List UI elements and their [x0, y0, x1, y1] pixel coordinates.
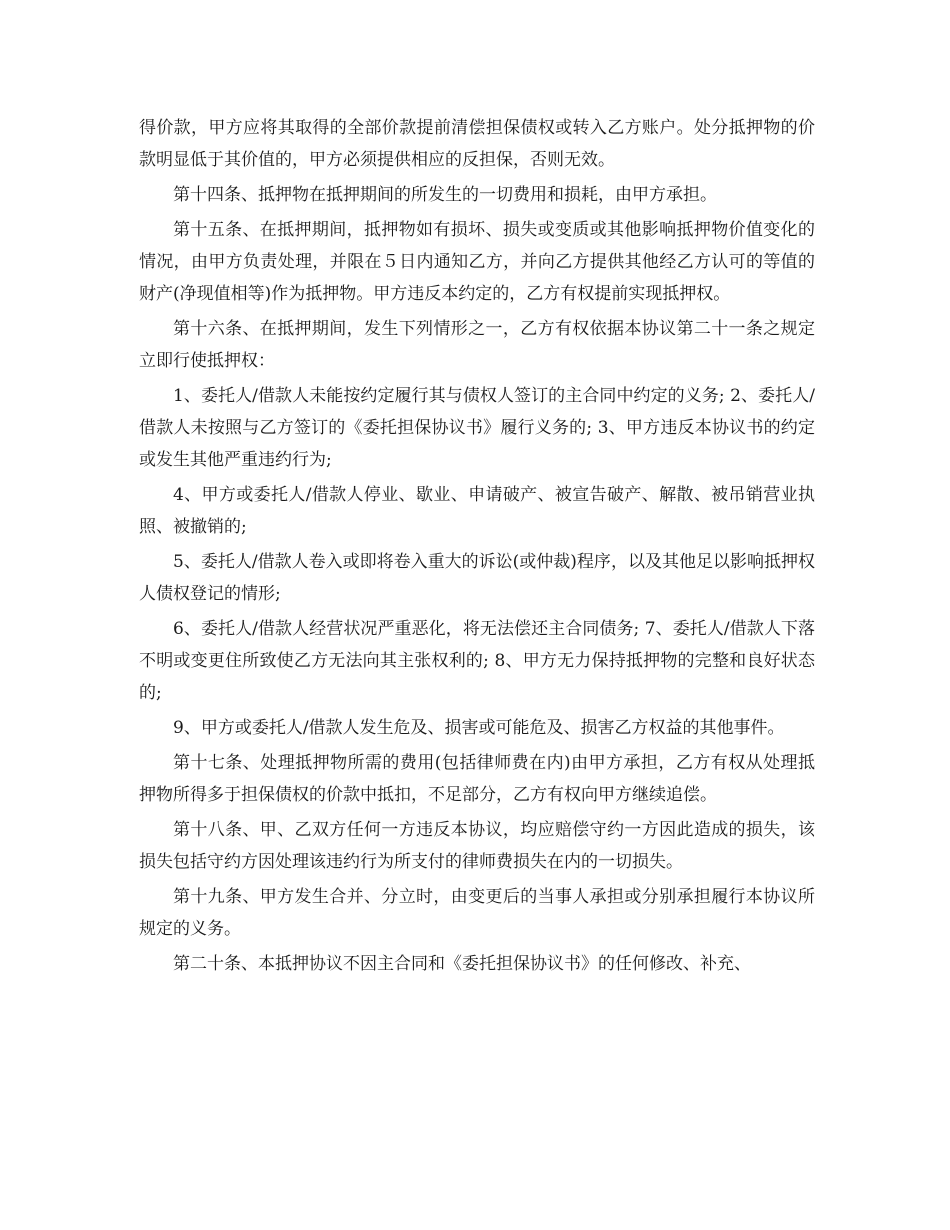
paragraph-article-20: 第二十条、本抵押协议不因主合同和《委托担保协议书》的任何修改、补充、: [173, 954, 751, 974]
paragraph-item-4: 4、甲方或委托人/借款人停业、歇业、申请破产、被宣告破产、解散、被吊销营业执照、被撤销的;: [139, 485, 815, 537]
paragraph-item-5: 5、委托人/借款人卷入或即将卷入重大的诉讼(或仲裁)程序，以及其他足以影响抵押权人债权登记的情形;: [139, 552, 815, 604]
paragraph-article-17: 第十七条、处理抵押物所需的费用(包括律师费在内)由甲方承担，乙方有权从处理抵押物所得多于担保债权的价款中抵扣，不足部分，乙方有权向甲方继续追偿。: [139, 753, 815, 805]
paragraph-item-1-3: 1、委托人/借款人未能按约定履行其与债权人签订的主合同中约定的义务; 2、委托人/借款人未按照与乙方签订的《委托担保协议书》履行义务的; 3、甲方违反本协议书的约定或发生其他严重违约行为;: [139, 386, 815, 470]
paragraph-article-14: 第十四条、抵押物在抵押期间的所发生的一切费用和损耗，由甲方承担。: [173, 185, 717, 205]
paragraph-continuation: 得价款，甲方应将其取得的全部价款提前清偿担保债权或转入乙方账户。处分抵押物的价款明显低于其价值的，甲方必须提供相应的反担保，否则无效。: [139, 118, 815, 170]
paragraph-item-6-8: 6、委托人/借款人经营状况严重恶化，将无法偿还主合同债务; 7、委托人/借款人下落不明或变更住所致使乙方无法向其主张权利的; 8、甲方无力保持抵押物的完整和良好状态的;: [139, 619, 815, 703]
paragraph-article-19: 第十九条、甲方发生合并、分立时，由变更后的当事人承担或分别承担履行本协议所规定的义务。: [139, 887, 815, 939]
paragraph-article-16: 第十六条、在抵押期间，发生下列情形之一，乙方有权依据本协议第二十一条之规定立即行使抵押权：: [139, 319, 815, 371]
document-page: [139, 112, 815, 983]
paragraph-article-15: 第十五条、在抵押期间，抵押物如有损坏、损失或变质或其他影响抵押物价值变化的情况，由甲方负责处理，并限在５日内通知乙方，并向乙方提供其他经乙方认可的等值的财产(净现值相等)作为抵押物。甲方违反本约定的，乙方有权提前实现抵押权。: [139, 220, 815, 304]
paragraph-article-18: 第十八条、甲、乙双方任何一方违反本协议，均应赔偿守约一方因此造成的损失，该损失包括守约方因处理该违约行为所支付的律师费损失在内的一切损失。: [139, 820, 815, 872]
paragraph-item-9: 9、甲方或委托人/借款人发生危及、损害或可能危及、损害乙方权益的其他事件。: [173, 718, 785, 738]
